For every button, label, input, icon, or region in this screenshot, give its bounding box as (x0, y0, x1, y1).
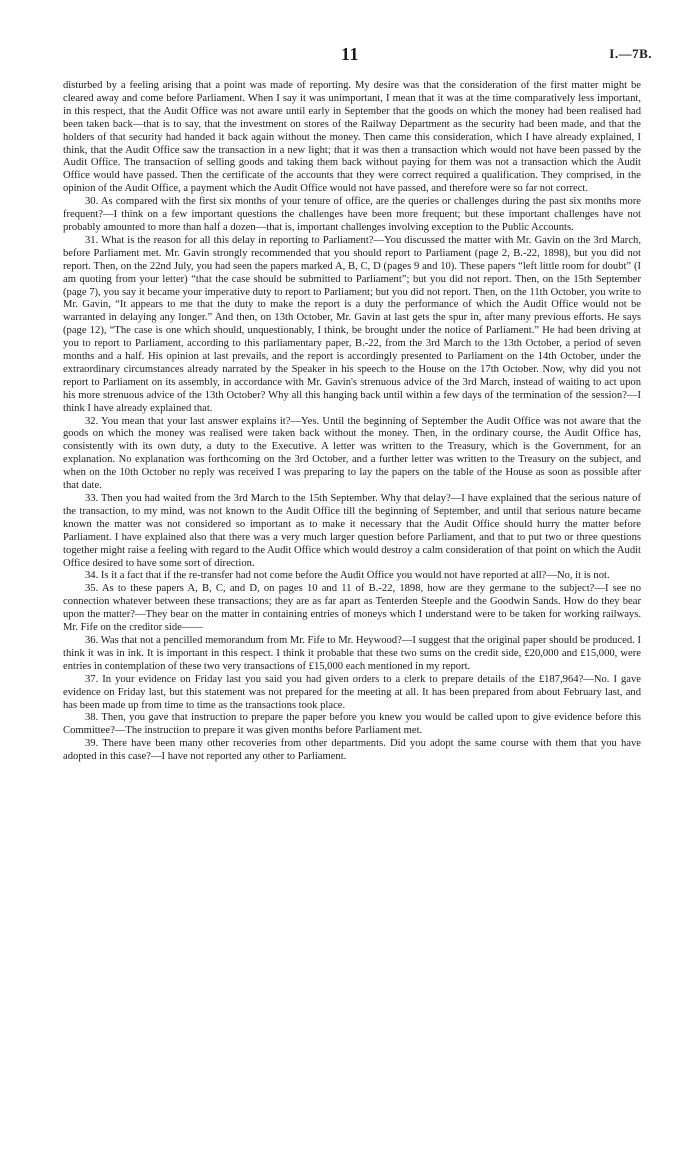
question-35: 35. As to these papers A, B, C, and D, on pages 10 and 11 of B.-22, 1898, how are they germane to the subject?—I see no connection whatever between these transactions; they are as far apart as Tenterden Steeple and the Goodwin Sands. How do they bear upon the matter?—They bear on the matter in containing entries of moneys which I understand were to be taken for working railways. Mr. Fife on the creditor side—— (63, 583, 641, 634)
question-31: 31. What is the reason for all this delay in reporting to Parliament?—You discussed the matter with Mr. Gavin on the 3rd March, before Parliament met. Mr. Gavin strongly recommended that you should report to Parliament (page 2, B.-22, 1898), but you did not report. Then, on the 22nd July, you had seen the papers marked A, B, C, D (pages 9 and 10). These papers “left little room for doubt” (I am quoting from your letter) “that the case should be submitted to Parliament”; but you did not report. Then, on the 15th September (page 7), you say it became your imperative duty to report to Parliament; but you did not report. Then, on the 11th October, you write to Mr. Gavin, “It appears to me that the duty to make the report is a duty the performance of which the Audit Office would not be warranted in delaying any longer.” And then, on 13th October, Mr. Gavin at last gets the spur in, after many previous efforts. He says (page 12), “The case is one which should, unquestionably, I think, be brought under the notice of Parliament.” He had been driving at you to report to Parliament, according to this parliamentary paper, B.-22, from the 3rd March to the 13th October, a period of seven months and a half. His opinion at last prevails, and the report is accordingly presented to Parliament on the 14th October, under the extraordinary circumstances already narrated by the Speaker in his speech to the House on the 17th October. Now, why did you not report to Parliament on its assembly, in accordance with Mr. Gavin's strenuous advice of the 3rd March, instead of waiting to act upon his more strenuous advice of the 13th October? Why all this hanging back until within a few days of the termination of the session?—I think I have already explained that. (63, 234, 641, 414)
question-39: 39. There have been many other recoveries from other departments. Did you adopt the same course with them that you have adopted in this case?—I have not reported any other to Parliament. (63, 738, 641, 763)
paragraph-continuation: disturbed by a feeling arising that a point was made of reporting. My desire was that the consideration of the first matter might be cleared away and come before Parliament. When I say it was unimportant, I mean that it was at the time comparatively less important, in this respect, that the Audit Office was not aware until early in September that the goods on which the money had been realised had been taken back—that is to say, that the investment on stores of the Railway Department as the security had been made, and that the holders of that security had handed it back again without the money. Then came this consideration, which I have already explained, I think, that the Audit Office saw the transaction in a new light; that it was then a transaction which would not have been passed by the Audit Office. The transaction of selling goods and taking them back without paying for them was not a transaction which the Audit Office would have passed. Then the certificate of the accounts that they were correct required a qualification. They comprised, in the opinion of the Audit Office, a payment which the Audit Office would not have passed, and therefore were so far not correct. (63, 80, 641, 195)
question-38: 38. Then, you gave that instruction to prepare the paper before you knew you would be called upon to give evidence before this Committee?—The instruction to prepare it was given months before Parliament met. (63, 712, 641, 737)
question-33: 33. Then you had waited from the 3rd March to the 15th September. Why that delay?—I have explained that the serious nature of the transaction, to my mind, was not known to the Audit Office till the beginning of September, and until that serious nature became known the matter was not considered so important as to make it necessary that the Audit Office should hurry the matter before Parliament. I have explained also that there was a very much larger question before Parliament, and that to put two or three questions together might raise a feeling with regard to the Audit Office which would destroy a calm consideration of that point on which the Audit Office desired to have some sort of direction. (63, 493, 641, 569)
document-reference: I.—7B. (609, 46, 652, 61)
question-30: 30. As compared with the first six months of your tenure of office, are the queries or challenges during the past six months more frequent?—I think on a few important questions the challenges have been more frequent; but these important challenges have not probably amounted to more than half a dozen—that is, important challenges involving exception to the Public Accounts. (63, 196, 641, 233)
question-36: 36. Was that not a pencilled memorandum from Mr. Fife to Mr. Heywood?—I suggest that the original paper should be produced. I think it was in ink. It is important in this respect. I think it probable that these two sums on the credit side, £20,000 and £15,000, were entries in contemplation of these two very transactions of £15,000 each mentioned in my report. (63, 634, 641, 672)
page-header (0, 44, 700, 66)
evidence-text (63, 80, 641, 764)
question-34: 34. Is it a fact that if the re-transfer had not come before the Audit Office you would not have reported at all?—No, it is not. (85, 570, 610, 582)
question-37: 37. In your evidence on Friday last you said you had given orders to a clerk to prepare details of the £187,964?—No. I gave evidence on Friday last, but this statement was not prepared for the meeting at all. It has been prepared from about February last, and has been made up from time to time as the transactions took place. (63, 673, 641, 711)
page-number: 11 (340, 44, 359, 64)
question-32: 32. You mean that your last answer explains it?—Yes. Until the beginning of September the Audit Office was not aware that the goods on which the money was realised were taken back without the money. Then, in the ordinary course, the Audit Office has, consistently with its own duty, a duty to the Executive. A letter was written to the Treasury, which is the Government, for an explanation. No explanation was forthcoming on the 3rd October, and a further letter was written to the Treasury on the subject, and when on the 10th October no reply was received I was preparing to lay the papers on the table of the House as soon as possible after that date. (63, 415, 641, 492)
